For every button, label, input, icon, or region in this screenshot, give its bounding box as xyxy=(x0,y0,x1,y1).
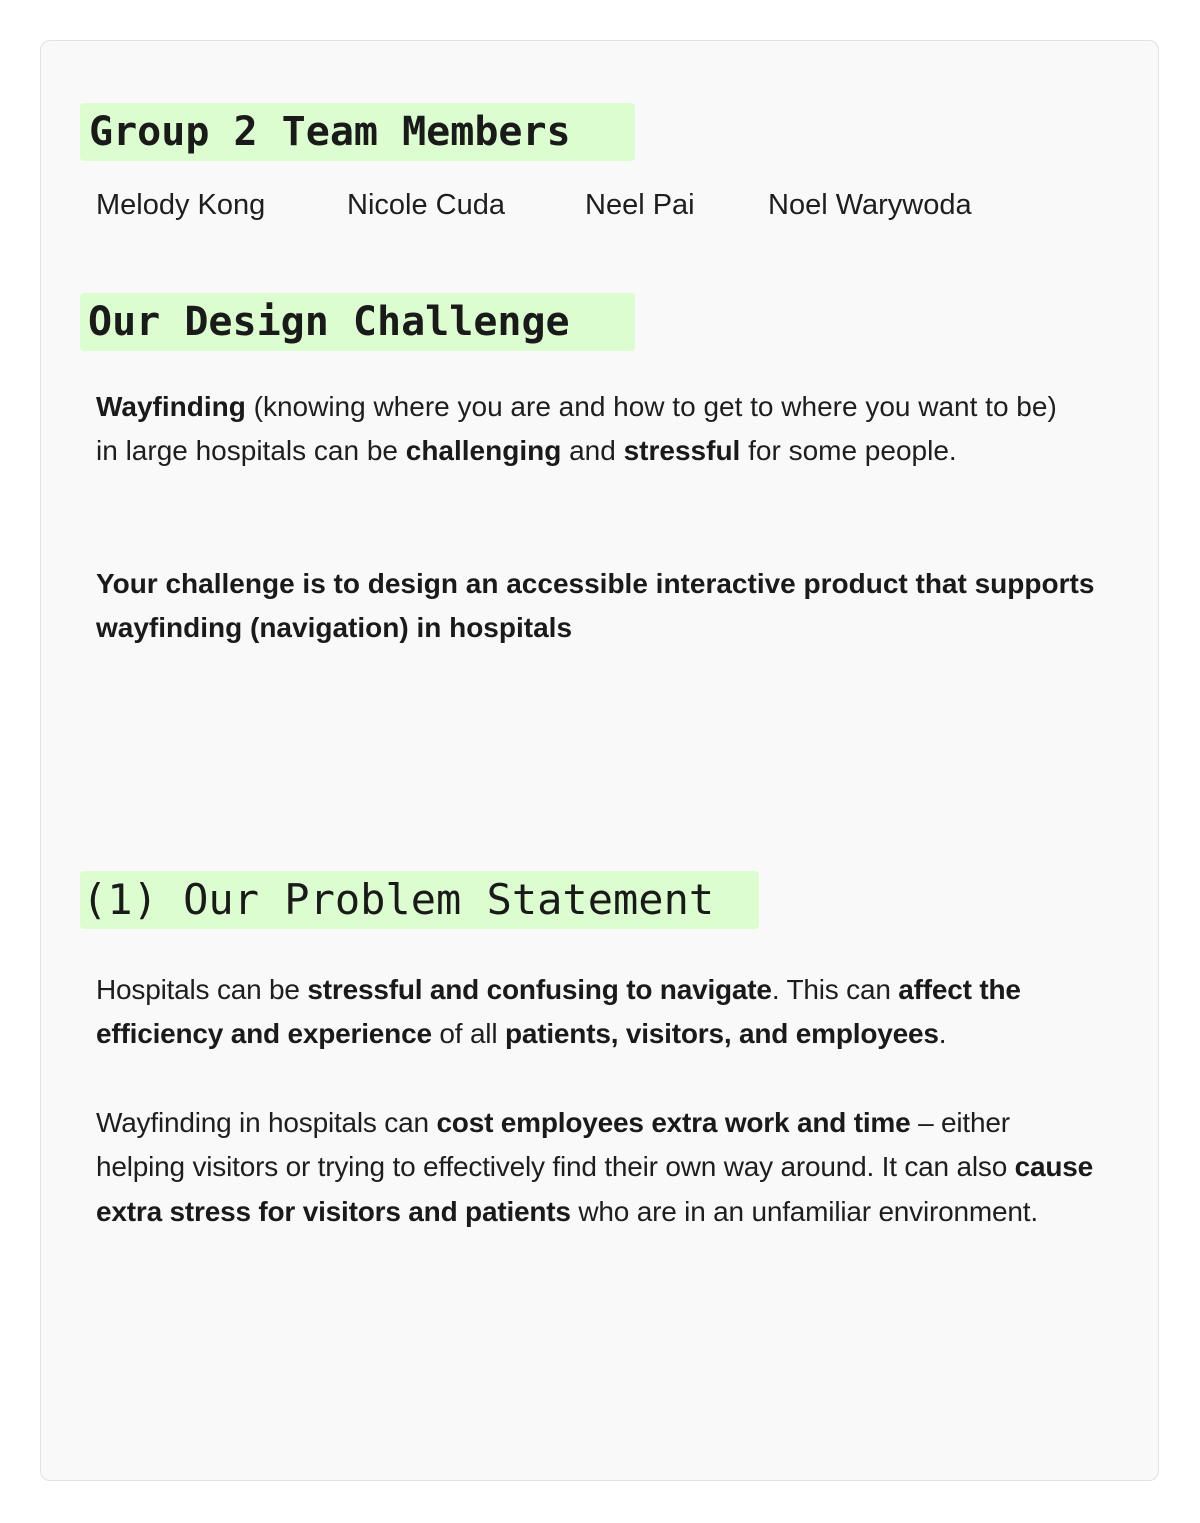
bold-term: cost employees extra work and time xyxy=(436,1107,911,1138)
text-run: . This can xyxy=(771,974,899,1005)
text-run: for some people. xyxy=(740,435,957,467)
bold-term: patients, visitors, and employees xyxy=(504,1018,939,1050)
bold-term: Wayfinding xyxy=(96,391,246,422)
bold-term: cause extra stress for visitors and patients xyxy=(96,1151,1094,1227)
team-member-name: Noel Warywoda xyxy=(768,189,972,221)
team-member-name: Neel Pai xyxy=(585,189,695,221)
text-run: Wayfinding in hospitals can xyxy=(96,1107,437,1138)
bold-term: affect the efficiency and experience xyxy=(96,974,1021,1050)
design-challenge-intro xyxy=(96,385,1081,474)
problem-paragraph-1 xyxy=(96,968,1106,1057)
team-member-name: Nicole Cuda xyxy=(347,189,505,221)
text-run: of all xyxy=(431,1018,505,1050)
text-run: Hospitals can be xyxy=(96,974,308,1005)
problem-paragraph-2 xyxy=(96,1101,1106,1234)
text-run: and xyxy=(561,435,624,467)
text-run: (knowing where you are and how to get to where you want to be) in large hospitals can be xyxy=(96,391,1057,467)
bold-term: stressful and confusing to navigate xyxy=(307,974,772,1005)
text-run: . xyxy=(938,1018,947,1050)
text-run: who are in an unfamiliar environment. xyxy=(570,1195,1038,1227)
design-challenge-heading: Our Design Challenge xyxy=(80,293,635,351)
design-challenge-statement xyxy=(96,562,1106,651)
problem-statement-heading: (1) Our Problem Statement xyxy=(80,871,759,929)
bold-term: stressful xyxy=(623,435,741,467)
bold-statement: Your challenge is to design an accessible interactive product that supports wayfinding (navigation) in hospitals xyxy=(96,568,1095,644)
bold-term: challenging xyxy=(405,435,562,467)
text-run: – either helping visitors or trying to effectively find their own way around. It can also xyxy=(96,1107,1015,1183)
team-members-list xyxy=(41,187,1158,223)
content-card xyxy=(40,40,1159,1481)
team-member-name: Melody Kong xyxy=(96,189,266,221)
team-members-heading: Group 2 Team Members xyxy=(80,103,635,161)
